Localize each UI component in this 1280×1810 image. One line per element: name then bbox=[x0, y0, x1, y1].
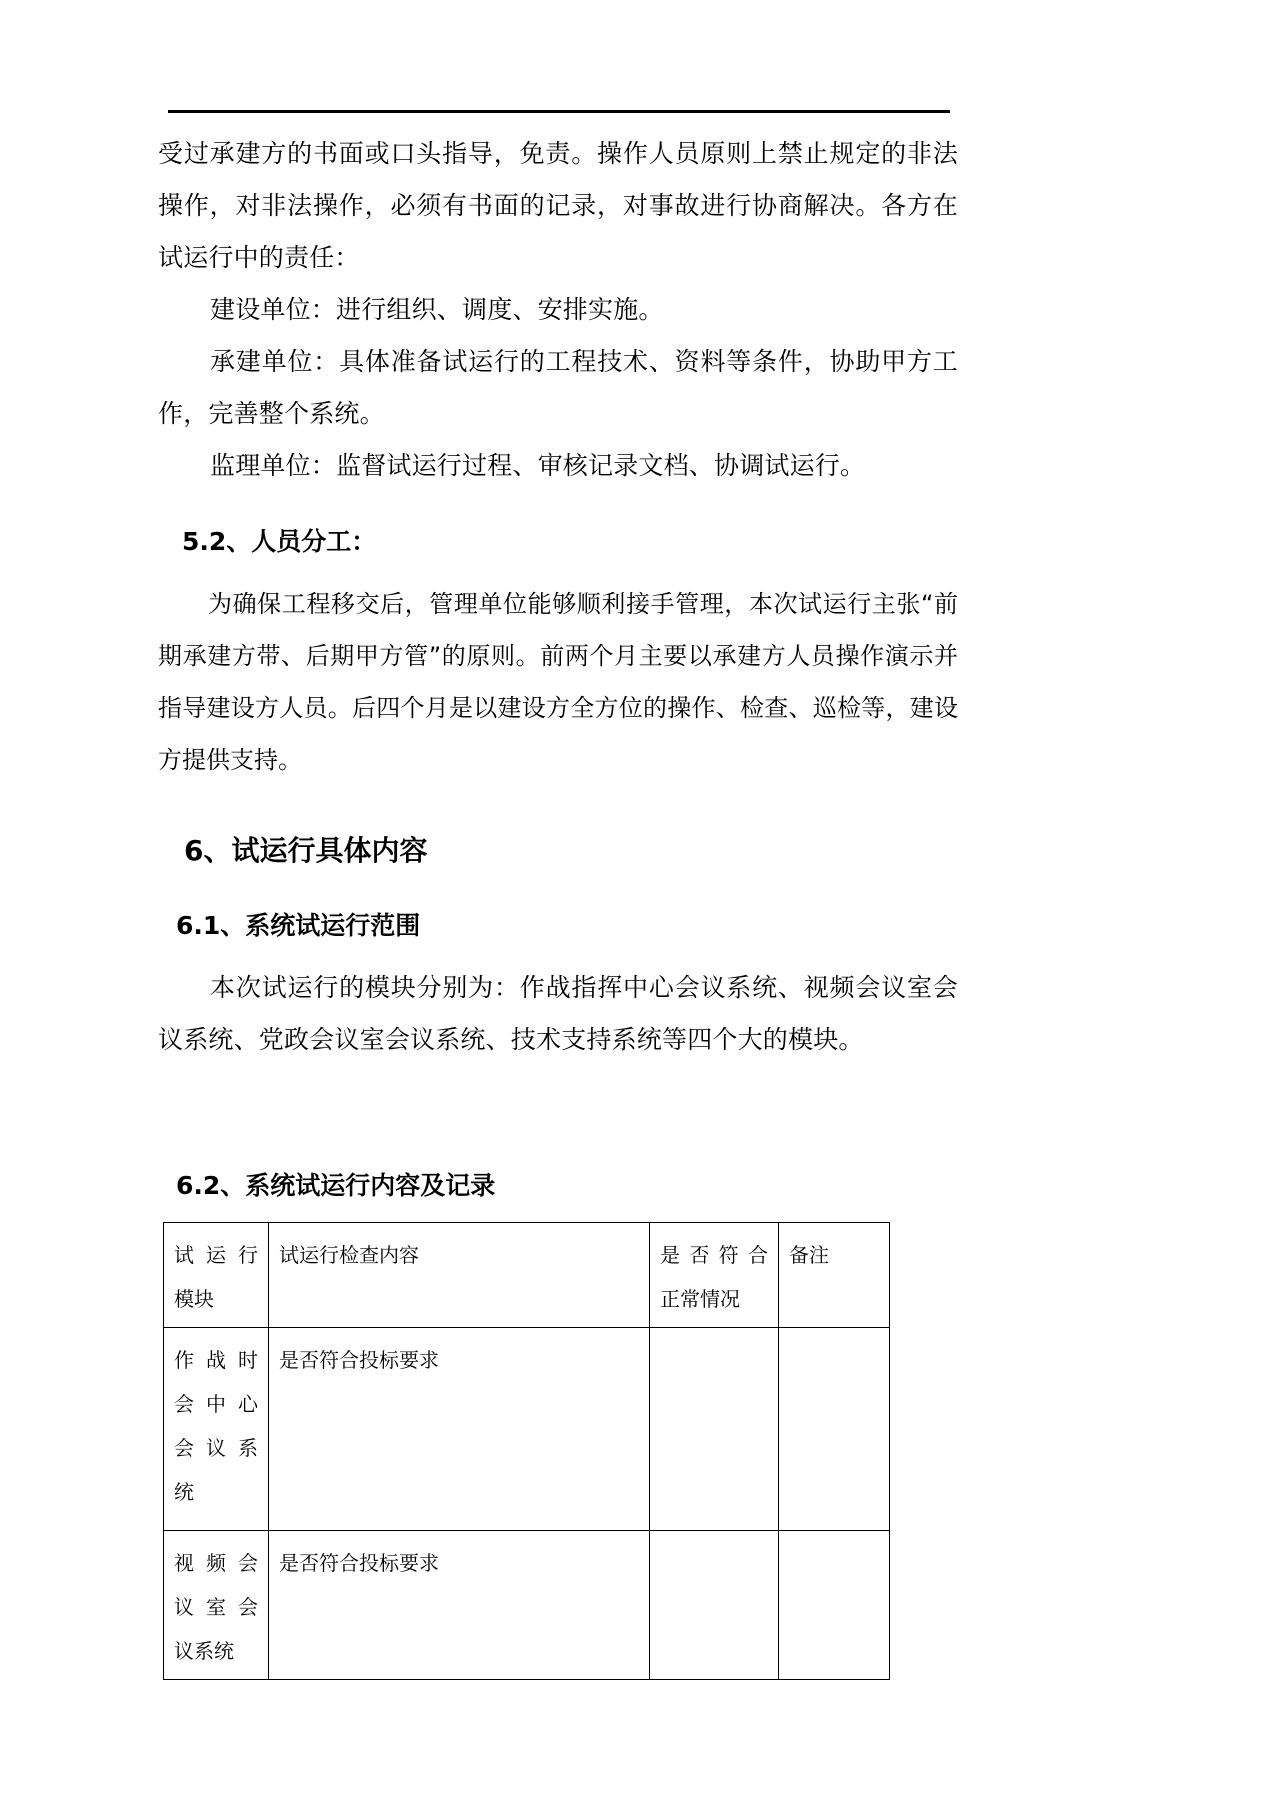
paragraph-contractor-unit: 承建单位：具体准备试运行的工程技术、资料等条件，协助甲方工作，完善整个系统。 bbox=[158, 347, 958, 428]
table-cell-content: 是否符合投标要求 bbox=[269, 1531, 650, 1680]
heading-6-2-trial-run-records: 6.2、系统试运行内容及记录 bbox=[176, 1171, 496, 1200]
spacer bbox=[158, 1210, 958, 1222]
spacer bbox=[158, 786, 958, 826]
table-cell-remark[interactable] bbox=[779, 1531, 890, 1680]
table-cell-conform[interactable] bbox=[650, 1328, 779, 1531]
table-cell-module-line: 会 议 系 bbox=[174, 1436, 258, 1460]
table-cell-module bbox=[164, 1328, 269, 1531]
table-cell-module-line: 议 室 会 bbox=[174, 1595, 258, 1619]
document-body bbox=[158, 128, 958, 1680]
table-cell-module-line: 视 频 会 bbox=[174, 1551, 258, 1575]
table-header-conform bbox=[650, 1223, 779, 1328]
spacer bbox=[158, 566, 958, 578]
spacer bbox=[158, 876, 958, 902]
table-cell-module bbox=[164, 1531, 269, 1680]
table-header-conform-line1: 是 否 符 合 bbox=[660, 1243, 768, 1267]
paragraph-trial-run-scope-body: 本次试运行的模块分别为：作战指挥中心会议系统、视频会议室会议系统、党政会议室会议系统、技术支持系统等四个大的模块。 bbox=[158, 973, 958, 1054]
table-header-conform-line2: 正常情况 bbox=[660, 1287, 740, 1311]
page-header-rule bbox=[168, 110, 950, 113]
table-header-module-line2: 模块 bbox=[174, 1287, 214, 1311]
table-row bbox=[164, 1328, 890, 1531]
spacer bbox=[158, 950, 958, 962]
table-header-module bbox=[164, 1223, 269, 1328]
table-header-content: 试运行检查内容 bbox=[269, 1223, 650, 1328]
table-row bbox=[164, 1531, 890, 1680]
table-cell-module-line: 议系统 bbox=[174, 1639, 234, 1663]
table-cell-remark[interactable] bbox=[779, 1328, 890, 1531]
table-cell-module-line: 作 战 时 bbox=[174, 1348, 258, 1372]
heading-6-1-trial-run-scope: 6.1、系统试运行范围 bbox=[176, 911, 421, 940]
paragraph-supervision-unit: 监理单位：监督试运行过程、审核记录文档、协调试运行。 bbox=[210, 451, 866, 480]
table-header-module-line1: 试 运 行 bbox=[174, 1243, 258, 1267]
table-cell-module-line: 统 bbox=[174, 1480, 194, 1504]
paragraph-responsibilities: 受过承建方的书面或口头指导，免责。操作人员原则上禁止规定的非法操作，对非法操作，必须有书面的记录，对事故进行协商解决。各方在试运行中的责任： bbox=[158, 139, 958, 272]
paragraph-personnel-division-body: 为确保工程移交后，管理单位能够顺利接手管理，本次试运行主张“前期承建方带、后期甲方管”的原则。前两个月主要以承建方人员操作演示并指导建设方人员。后四个月是以建设方全方位的操作、检查、巡检等，建设方提供支持。 bbox=[158, 590, 958, 774]
table-cell-module-line: 会 中 心 bbox=[174, 1392, 258, 1416]
table-header-row bbox=[164, 1223, 890, 1328]
paragraph-construction-unit: 建设单位：进行组织、调度、安排实施。 bbox=[210, 295, 664, 324]
table-cell-content: 是否符合投标要求 bbox=[269, 1328, 650, 1531]
spacer bbox=[158, 492, 958, 518]
spacer bbox=[158, 1066, 958, 1162]
trial-run-record-table bbox=[163, 1222, 890, 1680]
heading-6-trial-run-content: 6、试运行具体内容 bbox=[184, 834, 428, 867]
table-cell-conform[interactable] bbox=[650, 1531, 779, 1680]
heading-5-2-personnel-division: 5.2、人员分工： bbox=[182, 527, 377, 556]
table-header-remark: 备注 bbox=[779, 1223, 890, 1328]
